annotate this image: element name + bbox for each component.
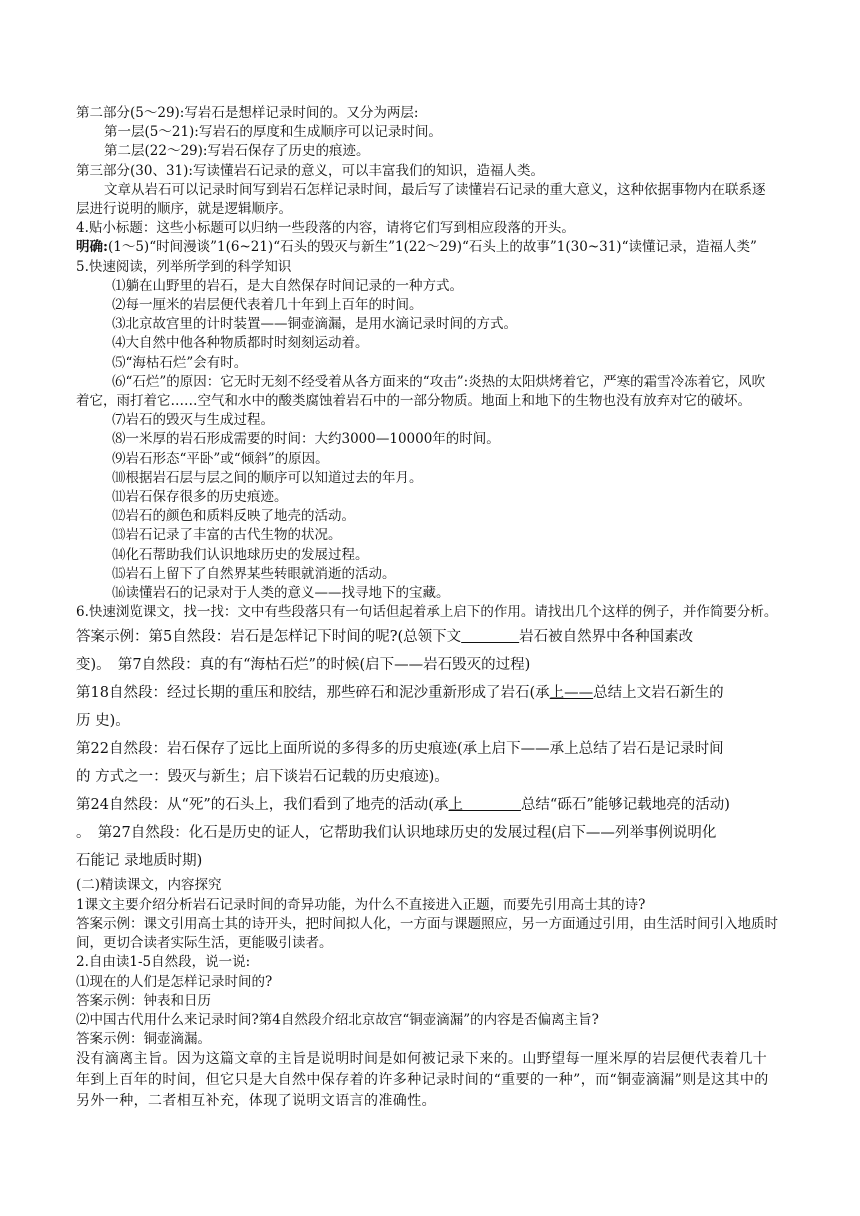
q4-question: 4.贴小标题：这些小标题可以归纳一些段落的内容，请将它们写到相应段落的开头。 [76,220,575,237]
q6-answer-p7 [76,656,778,674]
q5-list [76,277,778,603]
list-item: ⑴躺在山野里的岩石，是大自然保存时间记录的一种方式。 [112,277,463,294]
q6-p5-blank [461,629,519,645]
q4-answer [76,238,778,257]
q6-p5-text: 答案示例：第5自然段：岩石是怎样记下时间的呢?(总领下文 [76,629,462,646]
list-item: ⑹“石烂”的原因：它无时无刻不经受着从各方面来的“攻击”:炎热的太阳烘烤着它，严寒的霜雪冷冻着它，风吹着它，雨打着它……空气和水中的酸类腐蚀着岩石中的一部分物质。地面上和地下的生物也没有放弃对它的破坏。 [76,373,766,410]
q6-p18-underline: 上—— [549,685,594,702]
q6-answer-p24 [76,796,778,814]
list-item: ⑿岩石的颜色和质料反映了地壳的活动。 [112,508,355,525]
q6-p24-underline: 上 [448,797,521,814]
q6-p24-text-b: 总结“砾石”能够记载地亮的活动) [520,797,730,814]
part2-q1: 1课文主要介绍分析岩石记录时间的奇异功能，为什么不直接进入正题，而要先引用高士其的诗? [76,896,646,913]
q6-p5-end: 变)。 [76,657,104,674]
list-item: ⒀岩石记录了丰富的古代生物的状况。 [112,527,342,544]
part2-a1: 答案示例：课文引用高士其的诗开头，把时间拟人化，一方面与课题照应，另一方面通过引用，由生活时间引入地质时间，更切合读者实际生活，更能吸引读者。 [76,915,778,952]
list-item: ⑵每一厘米的岩层便代表着几十年到上百年的时间。 [112,297,423,314]
part2-heading: (二)精读课文，内容探究 [76,877,222,894]
section2-layer2: 第二层(22～29):写岩石保存了历史的痕迹。 [104,143,370,160]
list-item: ⑶北京故宫里的计时装置——铜壶滴漏，是用水滴记录时间的方式。 [112,316,517,333]
list-item: ⒂岩石上留下了自然界某些转眼就消逝的活动。 [112,565,396,582]
q6-p24-text: 第24自然段：从“死”的石头上，我们看到了地壳的活动(承 [76,797,449,814]
list-item: ⑺岩石的毁灭与生成过程。 [112,412,274,429]
q6-answer-p27 [76,824,778,842]
part2-q2: 2.自由读1-5自然段，说一说: [76,954,251,971]
section2-layer1: 第一层(5～21):写岩石的厚度和生成顺序可以记录时间。 [104,124,442,141]
part2-tail: 没有滴离主旨。因为这篇文章的主旨是说明时间是如何被记录下来的。山野望每一厘米厚的岩层便代表着几十年到上百年的时间，但它只是大自然中保存着的许多种记录时间的“重要的一种”，而“铜壶滴漏”则是这其中的另外一种，二者相互补充，体现了说明文语言的准确性。 [76,1051,769,1110]
list-item: ⑻一米厚的岩石形成需要的时间：大约3000—10000年的时间。 [112,431,500,448]
part2-q2-1: ⑴现在的人们是怎样记录时间的? [76,973,273,990]
q6-answer-p27-cont: 石能记 录地质时期) [76,853,203,870]
section3-summary: 文章从岩石可以记录时间写到岩石怎样记录时间，最后写了读懂岩石记录的重大意义，这种依据事物内在联系逐层进行说明的顺序，就是逻辑顺序。 [76,181,766,218]
q6-p7-text: 第7自然段：真的有“海枯石烂”的时候(启下——岩石毁灭的过程) [103,657,531,674]
section2-heading: 第二部分(5～29):写岩石是想样记录时间的。又分为两层: [76,105,419,121]
q6-answer-p22: 第22自然段：岩石保存了远比上面所说的多得多的历史痕迹(承上启下——承上总结了岩石是记录时间 [76,741,724,758]
q5-question: 5.快速阅读，列举所学到的科学知识 [76,258,292,275]
q6-p5-text-b: 岩石被自然界中各种国素改 [519,629,694,646]
list-item: ⒃读懂岩石的记录对于人类的意义——找寻地下的宝藏。 [112,585,450,602]
q6-p18-text: 第18自然段：经过长期的重压和胶结，那些碎石和泥沙重新形成了岩石(承 [76,685,550,702]
list-item: ⑷大自然中他各种物质都时时刻刻运动着。 [112,335,369,352]
q6-p27-text: 第27自然段：化石是历史的证人，它帮助我们认识地球历史的发展过程(启下——列举事例说明化 [83,825,717,842]
list-item: ⑸“海枯石烂”会有时。 [112,354,248,371]
section3-heading: 第三部分(30、31):写读懂岩石记录的意义，可以丰富我们的知识，造福人类。 [76,162,544,179]
q6-answer-p18 [76,684,778,702]
q6-answer-p18-cont: 历 史)。 [76,713,130,730]
q6-p24-end: 。 [76,825,84,842]
list-item: ⑾岩石保存很多的历史痕迹。 [112,489,288,506]
q4-answer-text: (1～5)“时间漫谈”1(6~21)“石头的毁灭与新生”1(22～29)“石头上的故事”1(30~31)“读懂记录，造福人类” [107,239,757,256]
q4-answer-label: 明确: [76,239,108,256]
part2-a2-2: 答案示例：铜壶滴漏。 [76,1031,211,1048]
list-item: ⑼岩石形态“平卧”或“倾斜”的原因。 [112,450,329,467]
part2-q2-2: ⑵中国古代用什么来记录时间?第4自然段介绍北京故宫“铜壶滴漏”的内容是否偏离主旨? [76,1011,599,1028]
q6-answer-p5 [76,628,778,646]
part2-a2-1: 答案示例：钟表和日历 [76,992,211,1009]
q6-p18-text-b: 总结上文岩石新生的 [593,685,724,702]
list-item: ⒁化石帮助我们认识地球历史的发展过程。 [112,546,369,563]
list-item: ⑽根据岩石层与层之间的顺序可以知道过去的年月。 [112,469,423,486]
q6-answer-p22-cont: 的 方式之一：毁灭与新生；启下谈岩石记载的历史痕迹)。 [76,769,449,786]
q6-question: 6.快速浏览课文，找一找：文中有些段落只有一句话但起着承上启下的作用。请找出几个这样的例子，并作简要分析。 [76,604,778,621]
